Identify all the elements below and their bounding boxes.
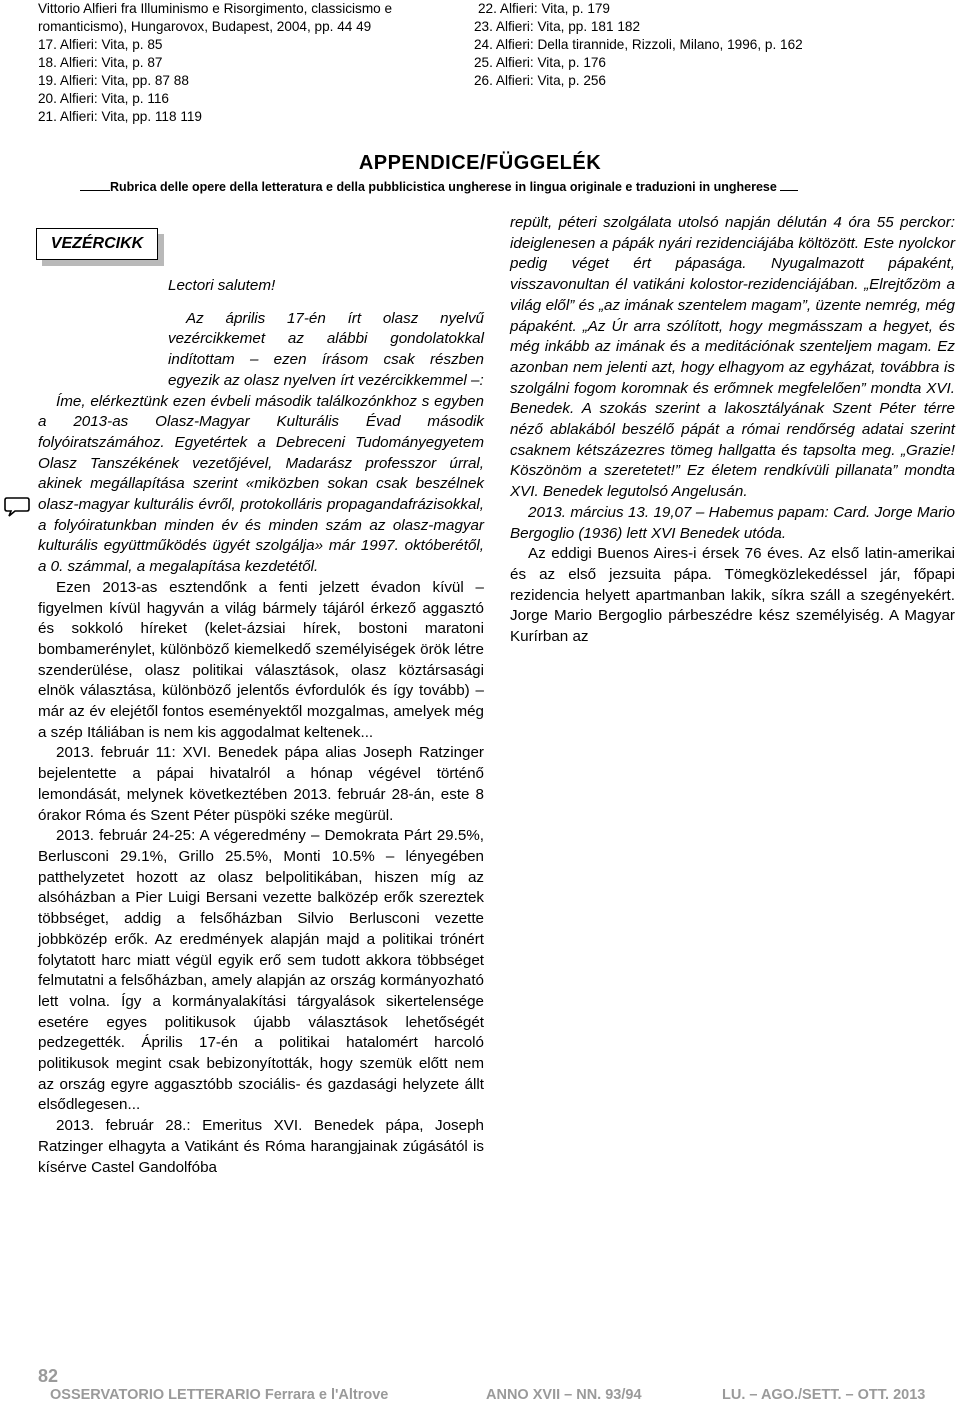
footnotes-left [38,0,392,126]
rule-right [780,178,798,191]
paragraph: 2013. február 28.: Emeritus XVI. Benedek pápa, Joseph Ratzinger elhagyta a Vatikánt és Róma harangjainak zúgásától is kísérve Castel Gandolfóba [38,1117,484,1176]
paragraph: Az eddigi Buenos Aires-i érsek 76 éves. Az első latin-amerikai és az első jezsuita pápa. Tömegközlekedéssel jár, főpapi rezidencia helyett apartmanban lakik, síkra száll a szegényekért. Jorge Mario Bergoglio párbeszédre kész személyiség. A Magyar Kurírban az [510,545,955,646]
paragraph: 2013. március 13. 19,07 – Habemus papam: Card. Jorge Mario Bergoglio (1936) lett XVI Benedek utóda. [510,503,955,542]
footnote-line: 19. Alfieri: Vita, pp. 87 88 [38,73,189,88]
footer-period: LU. – AGO./SETT. – OTT. 2013 [722,1387,926,1403]
paragraph: 2013. február 11: XVI. Benedek pápa alias Joseph Ratzinger bejelentette a pápai hivatalról a hónap végével történő lemondását, melynek következtében 2013. február 28-án, este 8 órakor Róma és Szent Péter püspöki széke megürül. [38,744,484,824]
footnotes-right [474,0,803,90]
rule-left [80,178,110,191]
rubric-text: Rubrica delle opere della letteratura e della pubblicistica ungherese in lingua originale e traduzioni in ungherese [110,180,777,194]
footer-issue: ANNO XVII – NN. 93/94 [486,1387,642,1403]
page-number: 82 [38,1366,59,1386]
right-column [510,213,955,648]
footnote-line: 20. Alfieri: Vita, p. 116 [38,91,169,106]
paragraph: 2013. február 24-25: A végeredmény – Demokrata Párt 29.5%, Berlusconi 29.1%, Grillo 25.5%, Monti 10.5% – lényegében patthelyzetet hozott az olasz belpolitikában, hiszen míg az alsóházban a Pier Luigi Bersani vezette balközép erők szereztek többséget, addig a felsőházban Silvio Berlusconi vezette jobbközép erők. Az eredmények alapján majd a politikai trónért folytatott harc miatt végül egyik erő sem tudott akkora többséget felmutatni a felsőházban, amely alapján az ország kormányozható lett volna. Így a kormányalakítási tárgyalások sikertelensége esetére egyes politikusok újabb választások lehetőségét pedzegették. Április 17-én a politikai hatalomért harcoló politikusok megint csak bebizonyították, hogy szemük előtt nem az ország egyre aggasztóbb szociális- és gazdasági helyzete állt elsődlegesen... [38,827,484,1114]
footnote-line: 17. Alfieri: Vita, p. 85 [38,37,163,52]
rubric-line [80,178,910,194]
paragraph: Íme, elérkeztünk ezen évbeli második találkozónkhoz s egyben a 2013-as Olasz-Magyar Kulturális Évad második folyóiratszámához. Egyetértek a Debreceni Tudományegyetem Olasz Tanszékének vezetőjével, Madarász professzor úrral, akinek megállapítása szerint «miközben sokan csak beszélnek olasz-magyar kulturális évről, protokolláris propagandafrázisokkal, a folyóiratunkban minden év és minden szám az olasz-magyar kulturális együttműködés ügyét szolgálja» már 1997. októberétől, a 0. számmal, a megalapítása kezdetétől. [38,392,484,576]
paragraph: repült, péteri szolgálata utolsó napján délután 4 óra 55 perckor: ideiglenesen a pápák nyári rezidenciájába költözött. Este nyolckor pedig véget ért pápasága. Nyugalmazott pápaként, visszavonultan él vatikáni kolostor-rezidenciájában. „Elrejtőzöm a világ elől” és „az imának szentelem magam”, üzente nemrég, még pápaként. „Az Úr arra szólított, hogy megmásszam a hegyet, és még inkább az imának és a meditációnak szenteljem magam. Ez azonban nem jelenti azt, hogy elhagyom az egyházat, továbbra is szolgálni fogom koromnak és erőmnek megfelelően” mondta XVI. Benedek. A szokás szerint a lakosztályának Szent Péter térre néző ablakából beszélő pápát a római rendőrség adatai szerint csaknem kétszázezres tömeg hallgatta és tapsolta meg. „Grazie! Köszönöm a szeretetet!” Ez életem rendkívüli pillanata” mondta XVI. Benedek legutolsó Angelusán. [510,214,955,501]
footnote-line: 22. Alfieri: Vita, p. 179 [478,1,610,16]
left-column [38,276,484,1178]
page-heading: APPENDICE/FÜGGELÉK [358,152,602,174]
footnote-line: 26. Alfieri: Vita, p. 256 [474,73,606,88]
section-label-box [36,228,158,260]
footnote-line: 18. Alfieri: Vita, p. 87 [38,55,163,70]
paragraph: Ezen 2013-as esztendőnk a fenti jelzett évadon kívül – figyelmen kívül hagyván a világ bármely tájáról érkező aggasztó és sokkoló híreket (kelet-ázsiai hírek, bostoni maratoni bombamerénylet, különböző kiemelkedő személyiségek örök létre szenderülése, olasz politikai választások, olasz köztársasági elnök választása, különböző jelentős évfordulók és így tovább) – már az év elejétől fontos eseményektől mozgalmas, amelyek még a szép Itáliában is nem kis aggodalmat keltenek... [38,578,484,741]
footnote-line: 23. Alfieri: Vita, pp. 181 182 [474,19,641,34]
footnote-line: Vittorio Alfieri fra Illuminismo e Risorgimento, classicismo e [38,1,393,16]
footnote-line: 21. Alfieri: Vita, pp. 118 119 [38,109,202,124]
footnote-line: 25. Alfieri: Vita, p. 176 [474,55,606,70]
comment-icon[interactable] [4,496,30,518]
footnote-line: 24. Alfieri: Della tirannide, Rizzoli, Milano, 1996, p. 162 [474,37,803,52]
footer-journal: OSSERVATORIO LETTERARIO Ferrara e l'Altrove [50,1387,389,1403]
footnote-line: romanticismo), Hungarovox, Budapest, 2004, pp. 44 49 [38,19,372,34]
section-label: VEZÉRCIKK [50,235,144,252]
intro-paragraph: Az április 17-én írt olasz nyelvű vezércikkemet az alábbi gondolatokkal indítottam – ezen írásom csak részben egyezik az olasz nyelven írt vezércikkemmel –: [168,309,484,389]
salutation: Lectori salutem! [168,277,276,294]
